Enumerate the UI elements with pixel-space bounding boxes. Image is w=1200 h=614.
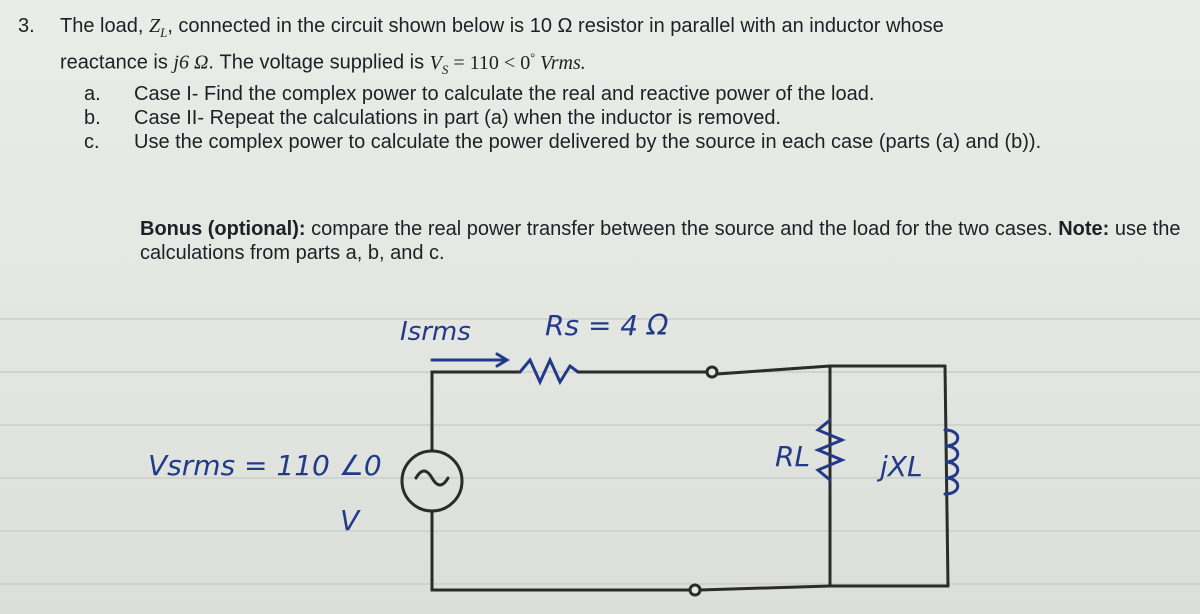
reactance-value: j6 Ω	[173, 51, 209, 74]
series-resistance-label: Rs = 4 Ω	[545, 309, 669, 342]
source-voltage-unit: V	[340, 504, 360, 537]
bonus-text: compare the real power transfer between the source and the load for the two cases.	[305, 218, 1059, 240]
stem-text: The load,	[60, 15, 149, 37]
stem-text: , connected in the circuit shown below is 10 Ω resistor in parallel with an inductor whose	[167, 15, 944, 37]
sine-wave-icon	[416, 471, 448, 485]
load-symbol: $Z_L$	[148, 15, 168, 40]
series-resistor	[520, 360, 578, 382]
bottom-left-wire	[432, 512, 690, 590]
subquestion-b: b. Case II- Repeat the calculations in part (a) when the inductor is removed.	[84, 106, 781, 129]
problem-statement	[18, 14, 1188, 154]
load-bottom-wire	[700, 586, 948, 590]
source-voltage-value: = 110 < 0° Vrms.	[448, 50, 586, 74]
top-terminal	[707, 367, 717, 377]
load-right-rail	[945, 366, 948, 586]
subquestion-a: a. Case I- Find the complex power to calculate the real and reactive power of the load.	[84, 82, 875, 105]
problem-stem	[60, 14, 1188, 82]
ac-source-circle	[402, 451, 462, 511]
bonus-label: Bonus (optional):	[140, 218, 306, 240]
stem-text: . The voltage supplied is	[208, 51, 430, 74]
inductor-reactance-label: jXL	[880, 450, 923, 483]
bonus-question	[140, 217, 1190, 265]
source-voltage-label: Vsrms = 110 ∠0	[148, 449, 382, 482]
current-label: Isrms	[400, 317, 471, 347]
note-label: Note:	[1058, 218, 1110, 240]
subquestion-list	[84, 82, 1188, 154]
source-voltage-symbol: $V_S$	[429, 51, 449, 77]
top-left-wire	[432, 372, 520, 450]
note-text: use the calculations from parts a, b, and c.	[140, 218, 1181, 264]
stem-text: reactance is	[60, 51, 174, 74]
problem-number: 3.	[18, 15, 35, 37]
load-resistor-label: RL	[775, 440, 811, 473]
circuit-diagram	[0, 290, 1200, 614]
subquestion-c: c. Use the complex power to calculate the power delivered by the source in each case (parts (a) and (b)).	[84, 130, 1042, 153]
